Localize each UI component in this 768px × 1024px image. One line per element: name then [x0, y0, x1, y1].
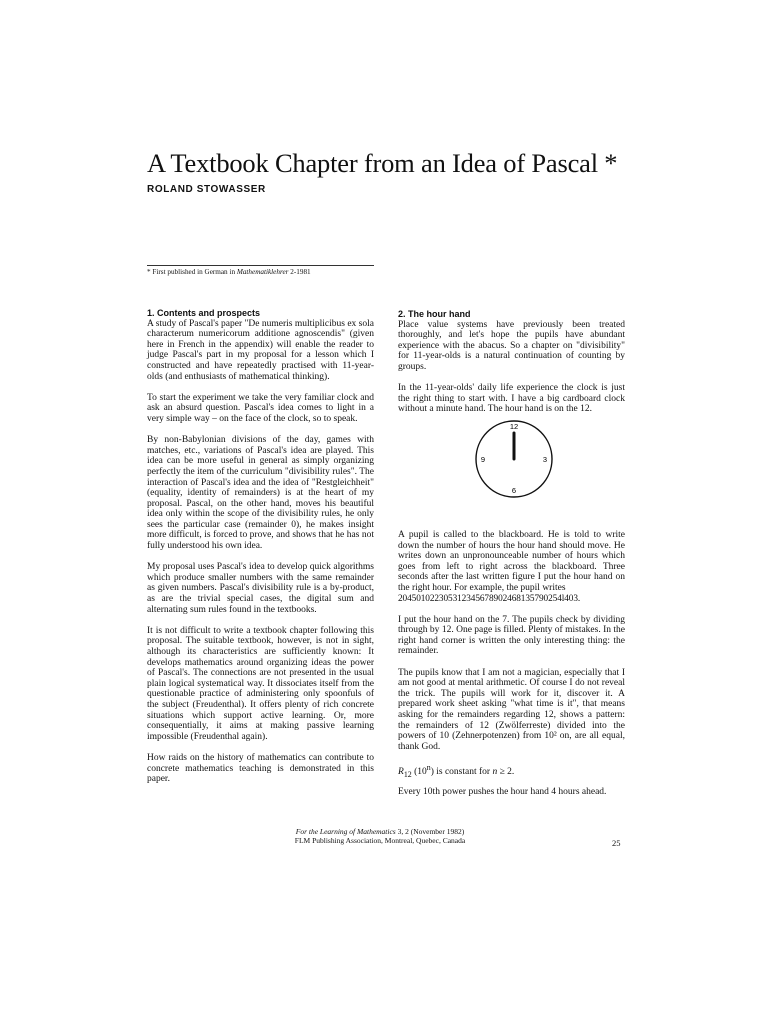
footer-journal: For the Learning of Mathematics: [295, 827, 396, 836]
paragraph: Place value systems have previously been treated thoroughly, and let's hope the pupils have abundant experience with the abacus. So a chapter on "divisibility" for 11-year-olds is a natural continuation of counting by groups.: [398, 319, 625, 372]
paragraph: Every 10th power pushes the hour hand 4 hours ahead.: [398, 786, 607, 797]
footer-publisher: FLM Publishing Association, Montreal, Quebec, Canada: [294, 836, 466, 845]
paragraph: By non-Babylonian divisions of the day, games with matches, etc., variations of Pascal's idea are played. This idea can be more useful in general as simply organizing perfectly the item of the curriculum "divisibility rules". The interaction of Pascal's idea and the idea of "Restgleichheit" (equality, identity of remainders) is at the heart of my proposal. Pascal, on the other hand, moves his beautiful idea only within the scope of the divisibility rules, he only sees the particular case (remainder 0), he makes insight more difficult, is forced to prove, and shows that he has not fully understood his own idea.: [147, 435, 374, 552]
clock-numeral-9: 9: [480, 454, 486, 464]
page-footer: For the Learning of Mathematics 3, 2 (November 1982) FLM Publishing Association, Montreal, Quebec, Canada: [210, 827, 550, 845]
paragraph: How raids on the history of mathematics can contribute to concrete mathematics teaching is demonstrated in this paper.: [147, 752, 374, 785]
footnote-journal: Mathematiklehrer: [236, 268, 289, 276]
footnote: * First published in German in Mathematiklehrer 2-1981: [147, 268, 311, 276]
paragraph: It is not difficult to write a textbook chapter following this proposal. The suitable textbook, however, is not in sight, although its characteristics are sufficiently known: It develops mathematics around organizing ideas the power of Pascal's. The connections are not presented in the usual plain logical systematical way. It dissociates itself from the questionable practice of administering only spoonfuls of the subject (Freudenthal). It offers plenty of rich concrete situations which support active learning. Or, more consequentially, it aims at making passive learning impossible (Freudenthal again).: [147, 625, 374, 742]
formula: $R_{12}$ (10$^n$) is constant for n ≥ 2.: [398, 763, 515, 780]
paragraph: The pupils know that I am not a magician, especially that I am not good at mental arithmetic. Of course I do not reveal the trick. The pupils will work for it, discover it. A prepared work sheet asking "what time is it", that means asking for the remainders regarding 12, shows a pattern: the remainders of 12 (Zwölferreste) divided into the powers of 10 (Zehnerpotenzen) from 10² on, are all equal, thank God.: [398, 667, 625, 752]
paragraph: A study of Pascal's paper "De numeris multiplicibus ex sola characterum numericorum additione agnoscendis" (given here in French in the appendix) will enable the reader to judge Pascal's part in my proposal for a lesson which I constructed and have repeatedly practised with 11-year-olds (and enthusiasts of mathematical thinking).: [147, 318, 374, 382]
section-heading-contents: 1. Contents and prospects: [147, 308, 261, 318]
paragraph: To start the experiment we take the very familiar clock and ask an absurd question. Pascal's idea comes to light in a very simple way – on the face of the clock, so to speak.: [147, 392, 374, 424]
page-number: 25: [612, 838, 621, 848]
footnote-rule: [147, 265, 374, 266]
long-number: 204501022305312345678902468135790254l403.: [398, 593, 581, 604]
section-heading-hour-hand: 2. The hour hand: [398, 309, 471, 319]
right-column: [398, 309, 625, 797]
left-column: [147, 308, 374, 785]
paragraph: In the 11-year-olds' daily life experience the clock is just the right thing to start with. I have a big cardboard clock without a minute hand. The hour hand is on the 12.: [398, 383, 625, 415]
clock-numeral-3: 3: [542, 454, 548, 464]
paper-title: A Textbook Chapter from an Idea of Pascal *: [147, 148, 618, 178]
clock-numeral-12: 12: [509, 421, 519, 431]
author-name: ROLAND STOWASSER: [147, 184, 266, 195]
paragraph: A pupil is called to the blackboard. He is told to write down the number of hours the hour hand should move. He writes down an unpronounceable number of hours which goes from left to right across the blackboard. Three seconds after the last written figure I put the hour hand on the right hour. For example, the pupil writes: [398, 529, 625, 593]
clock-icon: [474, 419, 554, 499]
paragraph: I put the hour hand on the 7. The pupils check by dividing through by 12. One page is filled. Plenty of mistakes. In the right hand corner is written the only interesting thing: the remainder.: [398, 614, 625, 657]
clock-numeral-6: 6: [511, 485, 517, 495]
paragraph: My proposal uses Pascal's idea to develop quick algorithms which produce smaller numbers with the same remainder as given numbers. Pascal's divisibility rule is a by-product, as are the trivial special cases, the digital sum and alternating sum rules found in the textbooks.: [147, 562, 374, 615]
clock-figure: [398, 415, 625, 530]
